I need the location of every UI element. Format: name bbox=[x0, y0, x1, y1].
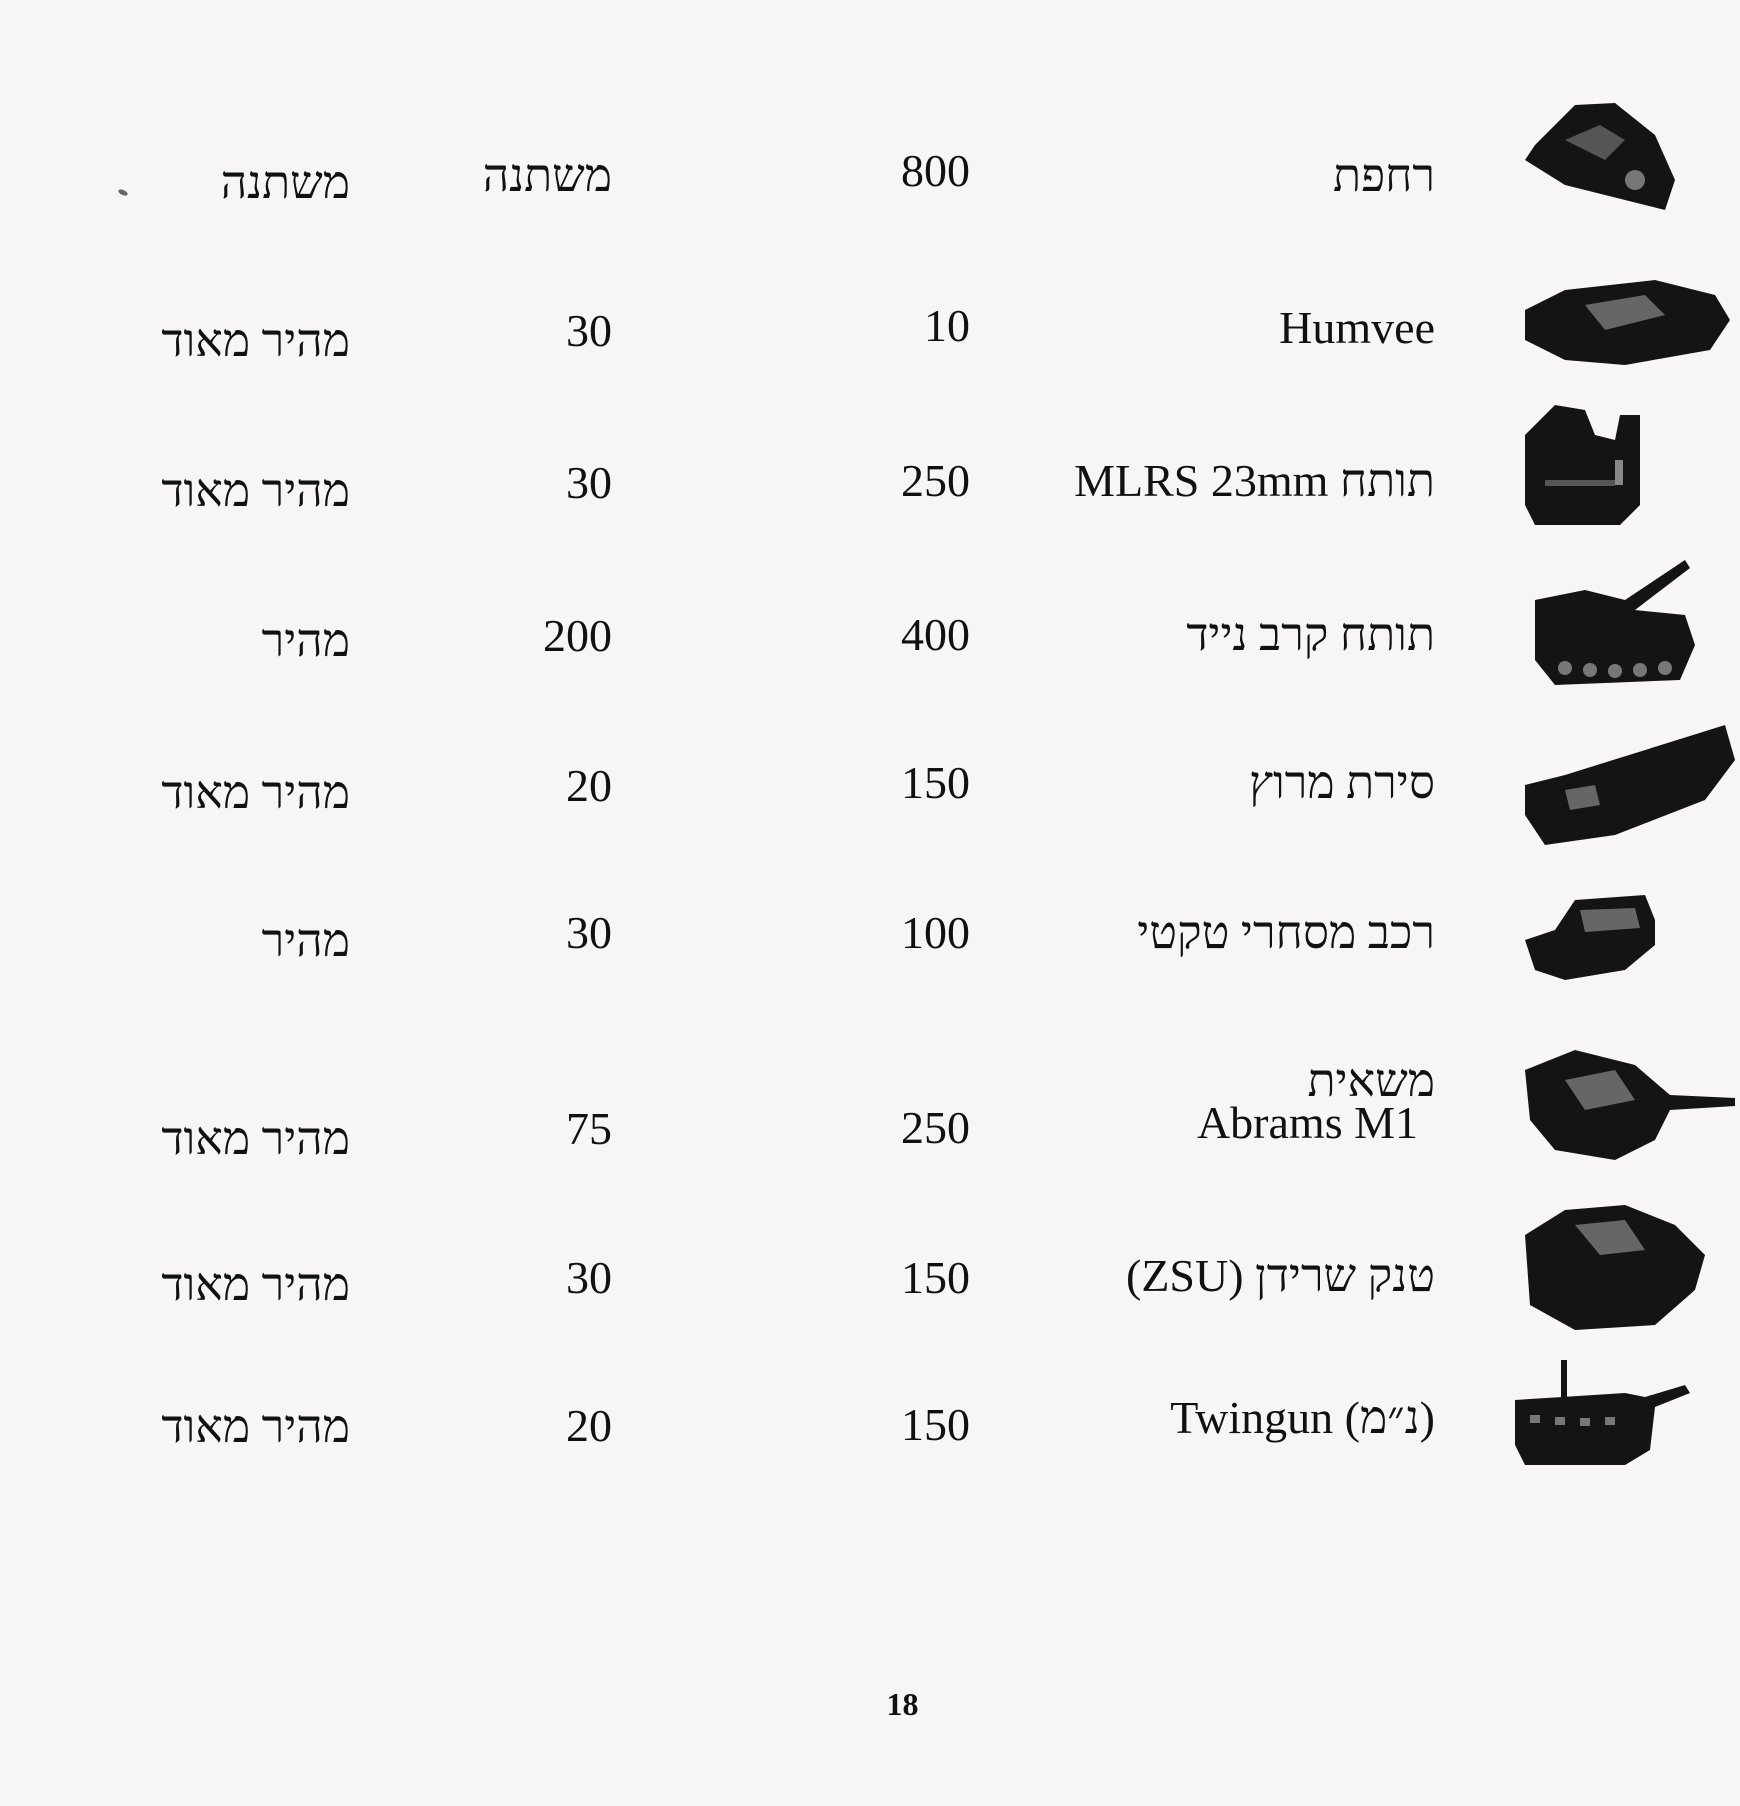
damage-value: 30 bbox=[566, 1252, 612, 1303]
zsu-tank-icon bbox=[1505, 1195, 1735, 1355]
hovercraft-icon bbox=[1505, 85, 1735, 245]
damage-value: 20 bbox=[566, 760, 612, 811]
speed-value: מהיר bbox=[261, 915, 350, 966]
armor-value: 150 bbox=[901, 1252, 970, 1303]
damage-value: 30 bbox=[566, 457, 612, 508]
damage-value: 30 bbox=[566, 305, 612, 356]
speed-value: מהיר מאוד bbox=[161, 767, 350, 818]
armor-value: 250 bbox=[901, 455, 970, 506]
unit-name: רכב מסחרי טקטי bbox=[1137, 907, 1435, 958]
speed-value: מהיר bbox=[261, 615, 350, 666]
unit-name: Humvee bbox=[1279, 302, 1435, 353]
damage-value: 30 bbox=[566, 907, 612, 958]
speed-value: מהיר מאוד bbox=[161, 1259, 350, 1310]
speed-value: משתנה bbox=[220, 157, 350, 208]
speedboat-icon bbox=[1505, 715, 1735, 875]
armor-value: 800 bbox=[901, 145, 970, 196]
unit-name: סירת מרוץ bbox=[1249, 757, 1435, 808]
self-propelled-gun-icon bbox=[1505, 550, 1735, 710]
armor-value: 100 bbox=[901, 907, 970, 958]
armor-value: 250 bbox=[901, 1102, 970, 1153]
unit-name: Twingun (נ״מ) bbox=[1170, 1392, 1435, 1443]
unit-name: תותח MLRS 23mm bbox=[1074, 455, 1435, 506]
mlrs-icon bbox=[1505, 385, 1735, 545]
speed-value: מהיר מאוד bbox=[161, 1113, 350, 1164]
tactical-vehicle-icon bbox=[1505, 880, 1735, 1040]
damage-value: 200 bbox=[543, 610, 612, 661]
speed-value: מהיר מאוד bbox=[161, 315, 350, 366]
armor-value: 150 bbox=[901, 757, 970, 808]
speed-value: מהיר מאוד bbox=[161, 465, 350, 516]
speed-value: מהיר מאוד bbox=[161, 1401, 350, 1452]
damage-value: משתנה bbox=[482, 150, 612, 201]
damage-value: 20 bbox=[566, 1400, 612, 1451]
unit-name: רחפת bbox=[1333, 150, 1435, 201]
damage-value: 75 bbox=[566, 1103, 612, 1154]
page-number: 18 bbox=[886, 1686, 919, 1722]
abrams-tank-icon bbox=[1505, 1040, 1735, 1200]
twingun-icon bbox=[1505, 1355, 1735, 1515]
armor-value: 10 bbox=[924, 300, 970, 351]
armor-value: 400 bbox=[901, 609, 970, 660]
armor-value: 150 bbox=[901, 1399, 970, 1450]
unit-name: תותח קרב נייד bbox=[1186, 609, 1435, 660]
unit-name: טנק שרידן (ZSU) bbox=[1126, 1250, 1435, 1301]
unit-name-line-2: Abrams M1 bbox=[1196, 1097, 1418, 1148]
unit-name-line-1: משאית bbox=[1307, 1055, 1435, 1106]
print-speck bbox=[117, 188, 128, 197]
